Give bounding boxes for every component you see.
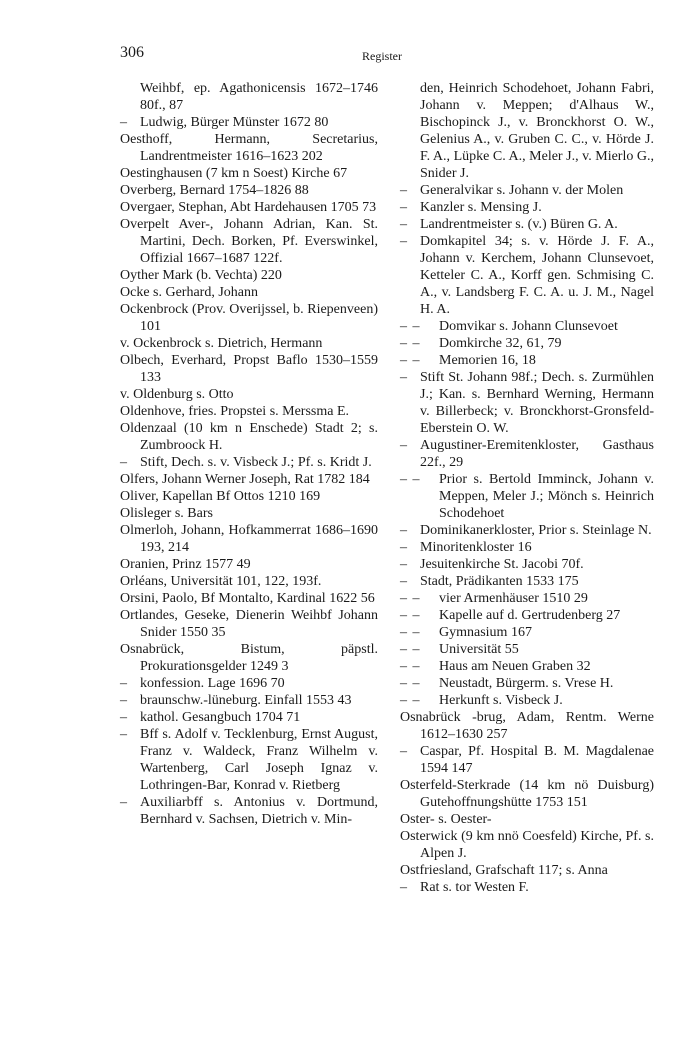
dash-marker: – [120,693,127,708]
index-entry [400,777,654,811]
index-entry [120,709,378,726]
index-entry [120,80,378,114]
double-dash-marker: – – [400,659,421,674]
dash-marker: – [400,574,407,589]
index-entry-text: braunschw.-lüneburg. Einfall 1553 43 [140,693,352,708]
index-entry [400,675,654,692]
dash-marker: – [400,523,407,538]
index-entry-text: Augustiner-Eremitenkloster, Gasthaus 22f., 29 [420,438,654,470]
index-entry-text: Overpelt Aver-, Johann Adrian, Kan. St. Martini, Dech. Borken, Pf. Everswinkel, Offizial 1667–1687 122f. [120,217,378,266]
index-entry-text: Osnabrück -brug, Adam, Rentm. Werne 1612–1630 257 [400,710,654,742]
index-entry-text: Caspar, Pf. Hospital B. M. Magdalenae 1594 147 [420,744,654,776]
index-entry [120,386,378,403]
index-entry [120,301,378,335]
index-entry [120,165,378,182]
index-entry-text: Oesthoff, Hermann, Secretarius, Landrentmeister 1616–1623 202 [120,132,378,164]
index-entry-text: Neustadt, Bürgerm. s. Vrese H. [439,676,614,691]
double-dash-marker: – – [400,676,421,691]
dash-marker: – [400,183,407,198]
index-entry [400,641,654,658]
index-entry-text: Orléans, Universität 101, 122, 193f. [120,574,322,589]
dash-marker: – [400,370,407,385]
index-entry [400,743,654,777]
index-entry-text: Oestinghausen (7 km n Soest) Kirche 67 [120,166,348,181]
index-entry-text: Stift St. Johann 98f.; Dech. s. Zurmühlen J.; Kan. s. Bernhard Werning, Hermann v. Billerbeck; v. Bronckhorst-Gronsfeld-Eberstein O. W. [420,370,654,436]
dash-marker: – [400,234,407,249]
dash-marker: – [120,727,127,742]
index-entry [120,573,378,590]
index-entry [120,675,378,692]
index-entry [120,131,378,165]
index-entry-text: Olmerloh, Johann, Hofkammerrat 1686–1690 193, 214 [120,523,378,555]
index-entry-text: Rat s. tor Westen F. [420,880,529,895]
index-entry [120,590,378,607]
double-dash-marker: – – [400,353,421,368]
index-entry [400,352,654,369]
index-entry-text: Kapelle auf d. Gertrudenberg 27 [439,608,621,623]
index-entry [120,556,378,573]
index-entry [400,335,654,352]
index-entry [400,879,654,896]
index-entry-text: Prior s. Bertold Imminck, Johann v. Meppen, Meler J.; Mönch s. Heinrich Schodehoet [439,472,654,521]
index-entry [120,182,378,199]
index-entry [120,267,378,284]
index-entry [120,335,378,352]
double-dash-marker: – – [400,625,421,640]
index-entry [400,199,654,216]
index-entry [120,403,378,420]
index-entry-text: Auxiliarbff s. Antonius v. Dortmund, Bernhard v. Sachsen, Dietrich v. Min- [140,795,378,827]
index-entry [120,199,378,216]
dash-marker: – [400,217,407,232]
index-entry [120,454,378,471]
index-entry-text: Domkirche 32, 61, 79 [439,336,562,351]
index-entry [400,539,654,556]
index-entry-text: Orsini, Paolo, Bf Montalto, Kardinal 1622 56 [120,591,375,606]
index-entry-text: Generalvikar s. Johann v. der Molen [420,183,624,198]
double-dash-marker: – – [400,336,421,351]
index-entry-text: Olbech, Everhard, Propst Baflo 1530–1559 133 [120,353,378,385]
double-dash-marker: – – [400,608,421,623]
index-entry [400,607,654,624]
index-entry [400,709,654,743]
index-entry-text: vier Armenhäuser 1510 29 [439,591,588,606]
index-column-left [120,80,378,828]
index-entry-text: Ludwig, Bürger Münster 1672 80 [140,115,329,130]
double-dash-marker: – – [400,693,421,708]
index-entry [120,471,378,488]
index-entry-text: Haus am Neuen Graben 32 [439,659,591,674]
index-entry [400,369,654,437]
index-entry-text: Memorien 16, 18 [439,353,536,368]
index-entry [120,641,378,675]
index-entry-text: kathol. Gesangbuch 1704 71 [140,710,301,725]
index-entry-text: v. Oldenburg s. Otto [120,387,234,402]
index-entry-text: Oyther Mark (b. Vechta) 220 [120,268,282,283]
dash-marker: – [400,438,407,453]
index-entry [400,182,654,199]
double-dash-marker: – – [400,472,421,487]
running-head: Register [362,49,402,63]
index-entry-text: v. Ockenbrock s. Dietrich, Hermann [120,336,323,351]
index-entry [120,420,378,454]
index-entry-text: Oranien, Prinz 1577 49 [120,557,251,572]
dash-marker: – [120,795,127,810]
index-entry [400,811,654,828]
index-entry [120,726,378,794]
dash-marker: – [120,676,127,691]
index-entry [400,216,654,233]
double-dash-marker: – – [400,642,421,657]
index-entry [400,80,654,182]
index-entry-text: Oliver, Kapellan Bf Ottos 1210 169 [120,489,321,504]
index-entry [120,352,378,386]
index-entry-text: Overgaer, Stephan, Abt Hardehausen 1705 73 [120,200,377,215]
index-entry-text: Universität 55 [439,642,519,657]
index-entry-text: Minoritenkloster 16 [420,540,532,555]
index-entry-text: Herkunft s. Visbeck J. [439,693,563,708]
index-entry [400,233,654,318]
index-entry [120,607,378,641]
index-entry-text: Weihbf, ep. Agathonicensis 1672–1746 80f., 87 [140,81,378,113]
index-entry [120,284,378,301]
index-entry [120,505,378,522]
index-entry [400,471,654,522]
index-entry-text: Gymnasium 167 [439,625,532,640]
index-entry [400,658,654,675]
index-entry-text: Osterwick (9 km nnö Coesfeld) Kirche, Pf. s. Alpen J. [400,829,654,861]
index-entry-text: Dominikanerkloster, Prior s. Steinlage N. [420,523,652,538]
index-entry-text: Landrentmeister s. (v.) Büren G. A. [420,217,618,232]
index-entry-text: Ocke s. Gerhard, Johann [120,285,259,300]
index-entry [120,692,378,709]
index-entry [120,522,378,556]
index-entry [400,692,654,709]
index-entry [400,522,654,539]
index-entry-text: den, Heinrich Schodehoet, Johann Fabri, Johann v. Meppen; d'Alhaus W., Bischopinck J., v. Bronckhorst O. W., Gelenius A., v. Gruben C. C., v. Hörde J. F. A., Lüpke C. A., Meler J., v. Mierlo G., Snider J. [420,81,654,181]
index-entry [400,624,654,641]
index-entry-text: Stift, Dech. s. v. Visbeck J.; Pf. s. Kridt J. [140,455,372,470]
index-entry-text: konfession. Lage 1696 70 [140,676,285,691]
index-entry [400,556,654,573]
index-entry-text: Ostfriesland, Grafschaft 117; s. Anna [400,863,608,878]
index-entry-text: Ortlandes, Geseke, Dienerin Weihbf Johann Snider 1550 35 [120,608,378,640]
dash-marker: – [120,710,127,725]
index-entry-text: Overberg, Bernard 1754–1826 88 [120,183,309,198]
index-entry [120,216,378,267]
index-entry-text: Osterfeld-Sterkrade (14 km nö Duisburg) Gutehoffnungshütte 1753 151 [400,778,654,810]
index-entry-text: Bff s. Adolf v. Tecklenburg, Ernst August, Franz v. Waldeck, Franz Wilhelm v. Wartenberg, Carl Joseph Ignaz v. Lothringen-Bar, Konrad v. Rietberg [140,727,378,793]
index-entry-text: Olisleger s. Bars [120,506,213,521]
index-entry-text: Oldenhove, fries. Propstei s. Merssma E. [120,404,350,419]
dash-marker: – [400,557,407,572]
double-dash-marker: – – [400,591,421,606]
index-entry [400,318,654,335]
index-entry-text: Osnabrück, Bistum, päpstl. Prokurationsgelder 1249 3 [120,642,378,674]
page-number: 306 [120,44,144,61]
index-entry [400,437,654,471]
index-entry [400,862,654,879]
index-entry [120,794,378,828]
dash-marker: – [400,540,407,555]
index-entry-text: Oster- s. Oester- [400,812,492,827]
index-entry [120,488,378,505]
dash-marker: – [400,744,407,759]
dash-marker: – [400,880,407,895]
dash-marker: – [120,455,127,470]
index-entry [120,114,378,131]
index-entry-text: Ockenbrock (Prov. Overijssel, b. Riepenveen) 101 [120,302,378,334]
dash-marker: – [120,115,127,130]
index-entry-text: Domvikar s. Johann Clunsevoet [439,319,618,334]
dash-marker: – [400,200,407,215]
index-entry-text: Domkapitel 34; s. v. Hörde J. F. A., Johann v. Kerchem, Johann Clunsevoet, Ketteler C. A., Korff gen. Schmising C. A., v. Landsberg F. C. A. u. J. M., Nagel H. A. [420,234,654,317]
index-entry-text: Oldenzaal (10 km n Enschede) Stadt 2; s. Zumbroock H. [120,421,378,453]
index-entry-text: Kanzler s. Mensing J. [420,200,542,215]
index-column-right [400,80,654,896]
double-dash-marker: – – [400,319,421,334]
index-entry-text: Stadt, Prädikanten 1533 175 [420,574,579,589]
index-entry-text: Jesuitenkirche St. Jacobi 70f. [420,557,584,572]
index-entry [400,828,654,862]
index-entry [400,590,654,607]
index-entry-text: Olfers, Johann Werner Joseph, Rat 1782 184 [120,472,370,487]
index-entry [400,573,654,590]
